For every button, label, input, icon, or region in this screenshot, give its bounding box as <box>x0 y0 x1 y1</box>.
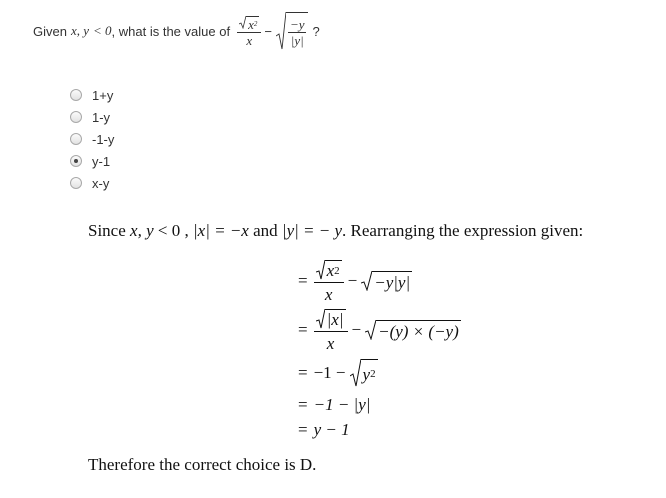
question-prefix: Given <box>33 23 67 39</box>
radio-button[interactable] <box>70 89 82 101</box>
option-e[interactable] <box>70 172 114 194</box>
option-label: 1-y <box>92 109 111 125</box>
option-label: y-1 <box>92 153 111 169</box>
question-text <box>33 9 320 53</box>
option-label: -1-y <box>92 131 115 147</box>
answer-options <box>70 84 114 194</box>
question-big-sqrt: $\frac{-y}{|y|}$ <box>276 12 309 50</box>
solution-step-5: = y − 1 <box>298 419 350 439</box>
solution-steps <box>298 256 461 442</box>
option-c[interactable] <box>70 128 114 150</box>
radio-button-selected[interactable] <box>70 155 82 167</box>
option-label: 1+y <box>92 87 114 103</box>
radio-button[interactable] <box>70 177 82 189</box>
question-condition: < 0 <box>93 23 112 38</box>
solution-step-1: = x 2 x − −y|y| <box>298 261 411 304</box>
explanation-conclusion: Therefore the correct choice is D. <box>88 455 317 474</box>
option-label: x-y <box>92 175 110 191</box>
option-d[interactable] <box>70 150 114 172</box>
question-sqrt: x 2 <box>239 16 259 31</box>
solution-step-4: = −1 − |y| <box>298 394 371 414</box>
solution-step-2: = $\frac{|x|}{x}$ − −(y) × (−y) <box>298 310 459 353</box>
question-fraction: x 2 x <box>237 15 261 46</box>
question-middle: , what is the value of <box>111 23 231 39</box>
question-suffix: ? <box>312 23 320 39</box>
radio-button[interactable] <box>70 133 82 145</box>
option-b[interactable] <box>70 106 114 128</box>
question-vars: x, y <box>70 23 90 38</box>
explanation-intro: Since x, y < 0 , |x| = −x and |y| = − y. Rearranging the expression given: <box>88 221 584 240</box>
option-a[interactable] <box>70 84 114 106</box>
radio-button[interactable] <box>70 111 82 123</box>
solution-step-3: = −1 − y 2 <box>298 354 461 392</box>
question-minus: − <box>264 23 272 39</box>
